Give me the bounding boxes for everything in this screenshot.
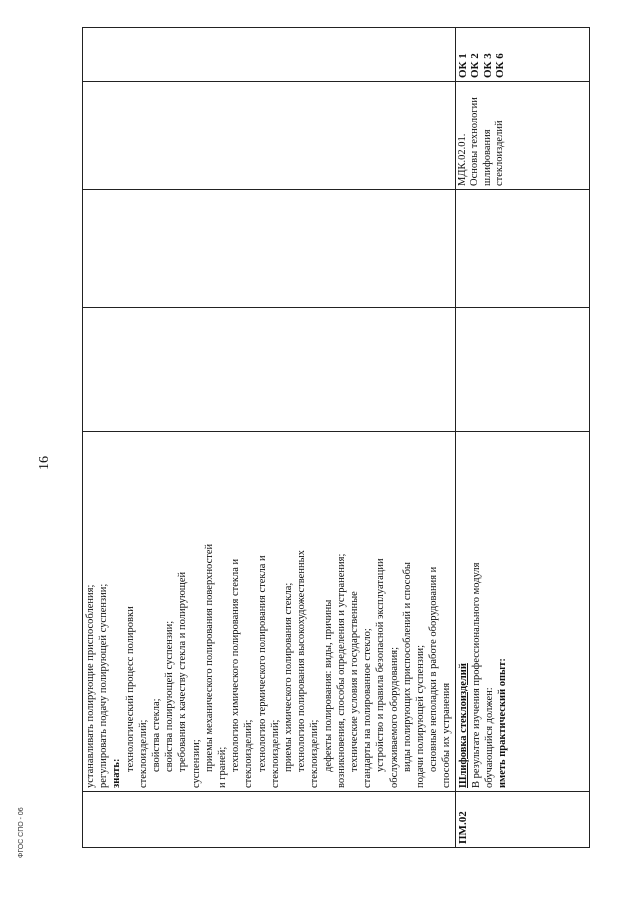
module-desc-line: В результате изучения профессионального модуля	[470, 562, 482, 788]
knowledge-line: виды полирующих приспособлений и способы	[401, 562, 413, 772]
mdk-cell	[455, 82, 589, 190]
knowledge-line: обслуживаемого оборудования;	[388, 646, 400, 788]
knowledge-line: суспензии;	[190, 739, 202, 788]
rotated-table-container	[82, 28, 529, 848]
knowledge-line: технологию термического полирования стекла и	[256, 555, 268, 772]
knowledge-line: возникновения, способы определения и устранения;	[335, 553, 347, 788]
module-desc-line: обучающийся должен:	[484, 687, 496, 788]
knowledge-line: технологию химического полирования стекла и	[230, 558, 242, 772]
knowledge-line: дефекты полирования: виды, причины	[322, 599, 334, 772]
competences-cell	[455, 28, 589, 82]
knowledge-line: стеклоизделий;	[137, 719, 149, 788]
knowledge-line: стеклоизделий;	[269, 719, 281, 788]
knowledge-line: и граней;	[217, 746, 229, 788]
footer-code: ФГОС СПО - 06	[18, 807, 25, 858]
knowledge-line: стандарты на полированное стекло;	[362, 628, 374, 788]
module-code-cell: ПМ.02	[455, 792, 589, 848]
cell-code-empty	[83, 792, 456, 848]
knowledge-line: стеклоизделий;	[309, 719, 321, 788]
module-table	[82, 27, 590, 848]
module-desc-line: иметь практический опыт:	[497, 658, 509, 788]
cell-col4-empty	[83, 190, 456, 308]
mdk-line: стеклоизделий	[494, 120, 506, 186]
knowledge-line: технологию полирования высокохудожественных	[296, 550, 308, 772]
knowledge-line: знать:	[111, 758, 123, 788]
competence-code: ОК 1	[456, 53, 469, 78]
knowledge-line: подачи полирующей суспензии;	[415, 644, 427, 788]
knowledge-line: регулировать подачу полирующей суспензии;	[98, 583, 110, 788]
knowledge-line: стеклоизделий;	[243, 719, 255, 788]
mdk-line: Основы технологии	[469, 97, 481, 186]
cell-col3-empty	[455, 308, 589, 432]
competence-code: ОК 2	[469, 53, 482, 78]
table-row-continued	[83, 28, 456, 848]
knowledge-line: свойства полирующей суспензии;	[164, 620, 176, 772]
knowledge-line: требования к качеству стекла и полирующей	[177, 571, 189, 772]
knowledge-line: свойства стекла;	[151, 698, 163, 772]
cell-col5-empty	[83, 82, 456, 190]
mdk-line: шлифования	[481, 129, 493, 186]
table-row-pm02	[455, 28, 589, 848]
knowledge-line: устройство и правила безопасной эксплуатации	[375, 558, 387, 772]
knowledge-line: приемы механического полирования поверхностей	[203, 543, 215, 772]
module-title: Шлифовка стеклоизделий	[457, 663, 469, 788]
module-description-cell	[455, 432, 589, 792]
knowledge-line: технические условия и государственные	[349, 591, 361, 772]
competence-code: ОК 3	[481, 53, 494, 78]
competence-code: ОК 6	[493, 53, 506, 78]
cell-col6-empty	[83, 28, 456, 82]
cell-knowledge-continued	[83, 432, 456, 792]
knowledge-line: устанавливать полирующие приспособления;	[85, 584, 96, 788]
page-number: 16	[37, 456, 52, 470]
knowledge-line: способы их устранения	[441, 682, 453, 788]
cell-col4-empty	[455, 190, 589, 308]
mdk-line: МДК.02.01.	[456, 133, 468, 186]
knowledge-line: технологический процесс полировки	[124, 606, 136, 772]
cell-col3-empty	[83, 308, 456, 432]
knowledge-line: приемы химического полирования стекла;	[283, 582, 295, 772]
knowledge-line: основные неполадки в работе оборудования и	[428, 566, 440, 772]
